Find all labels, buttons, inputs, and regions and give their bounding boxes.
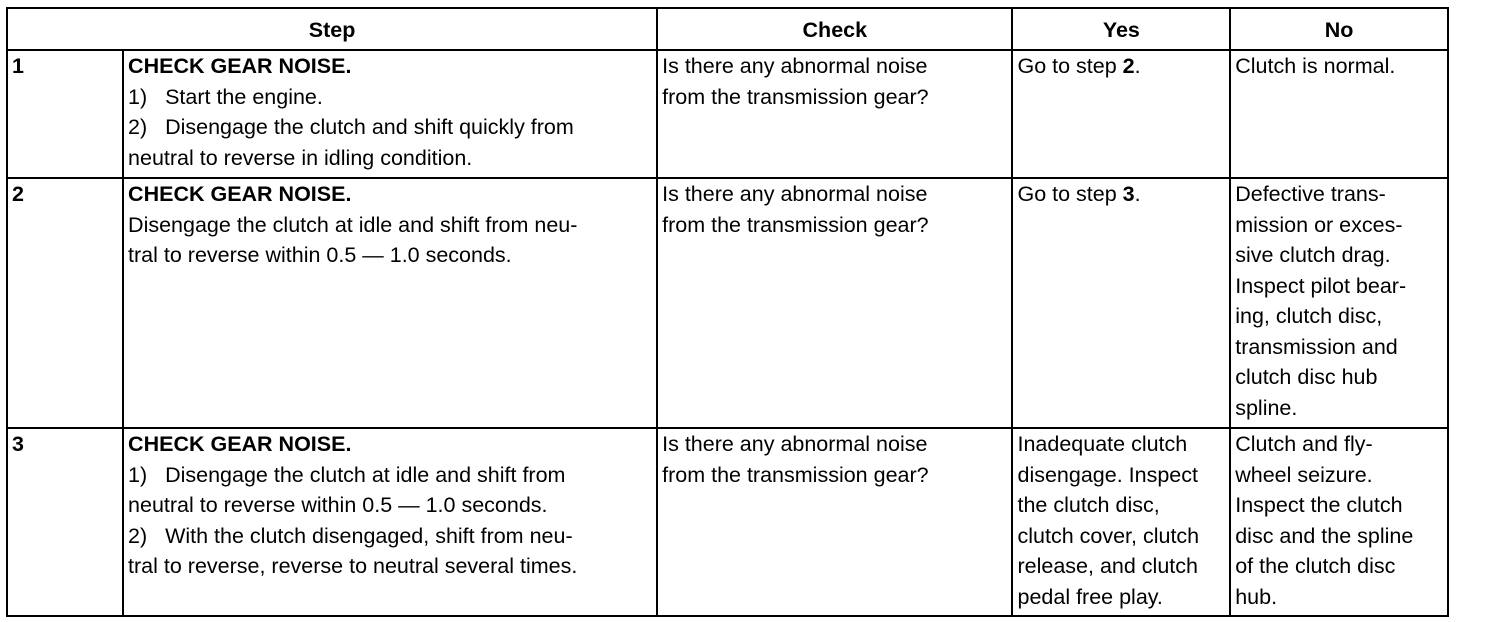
yes-step-ref: 3	[1122, 182, 1135, 206]
step-line: Disengage the clutch at idle and shift from neu-	[128, 212, 578, 237]
table-row	[7, 428, 1448, 616]
step-description	[123, 50, 657, 178]
table-row	[7, 50, 1448, 178]
step-number: 1	[7, 50, 123, 178]
step-number: 3	[7, 428, 123, 616]
step-line: 2) Disengage the clutch and shift quickly from	[128, 115, 574, 139]
yes-line: release, and clutch	[1017, 554, 1198, 578]
no-line: of the clutch disc	[1235, 554, 1396, 578]
step-title: CHECK GEAR NOISE.	[128, 182, 352, 206]
step-title: CHECK GEAR NOISE.	[128, 54, 352, 78]
no-line: mission or exces-	[1235, 212, 1403, 237]
check-cell	[657, 428, 1012, 616]
step-line: 1) Disengage the clutch at idle and shift from	[128, 462, 566, 487]
no-line: sive clutch drag.	[1235, 243, 1391, 267]
no-cell	[1230, 428, 1448, 616]
no-cell	[1230, 178, 1448, 428]
check-line: Is there any abnormal noise	[662, 432, 928, 456]
step-line: 1) Start the engine.	[128, 84, 323, 109]
yes-line: clutch cover, clutch	[1017, 523, 1200, 548]
step-description	[123, 178, 657, 428]
diagnostic-table	[6, 7, 1449, 617]
check-line: from the transmission gear?	[662, 462, 929, 487]
step-line: 2) With the clutch disengaged, shift from neu-	[128, 523, 573, 548]
yes-cell	[1012, 178, 1230, 428]
no-cell: Clutch is normal.	[1230, 50, 1448, 178]
step-description	[123, 428, 657, 616]
yes-line: pedal free play.	[1017, 584, 1163, 609]
header-row	[7, 8, 1448, 50]
no-line: hub.	[1235, 584, 1278, 609]
check-cell	[657, 50, 1012, 178]
step-line: neutral to reverse in idling condition.	[128, 145, 473, 170]
yes-suffix: .	[1134, 54, 1141, 78]
header-check: Check	[657, 8, 1012, 50]
yes-step-ref: 2	[1122, 54, 1135, 78]
yes-line: the clutch disc,	[1017, 493, 1160, 517]
yes-text: Go to step	[1017, 182, 1123, 206]
no-line: transmission and	[1235, 334, 1398, 359]
step-title: CHECK GEAR NOISE.	[128, 432, 352, 456]
yes-cell	[1012, 428, 1230, 616]
yes-suffix: .	[1134, 182, 1141, 206]
check-line: Is there any abnormal noise	[662, 54, 928, 78]
header-no: No	[1230, 8, 1448, 50]
step-line: tral to reverse, reverse to neutral several times.	[128, 554, 578, 578]
yes-line: disengage. Inspect	[1017, 462, 1198, 487]
no-line: spline.	[1235, 395, 1298, 420]
check-cell	[657, 178, 1012, 428]
header-yes: Yes	[1012, 8, 1230, 50]
check-line: Is there any abnormal noise	[662, 182, 928, 206]
table-row	[7, 178, 1448, 428]
step-number: 2	[7, 178, 123, 428]
no-line: Clutch and fly-	[1235, 432, 1373, 456]
no-line: Inspect pilot bear-	[1235, 273, 1407, 298]
header-step: Step	[7, 8, 657, 50]
yes-line: Inadequate clutch	[1017, 432, 1188, 456]
check-line: from the transmission gear?	[662, 84, 929, 109]
no-line: Defective trans-	[1235, 182, 1386, 206]
yes-text: Go to step	[1017, 54, 1123, 78]
no-line: disc and the spline	[1235, 523, 1414, 548]
step-line: tral to reverse within 0.5 — 1.0 seconds.	[128, 243, 512, 267]
no-line: ing, clutch disc,	[1235, 304, 1383, 328]
step-line: neutral to reverse within 0.5 — 1.0 seconds.	[128, 493, 548, 517]
no-line: Inspect the clutch	[1235, 493, 1403, 517]
yes-cell	[1012, 50, 1230, 178]
no-line: wheel seizure.	[1235, 462, 1373, 487]
check-line: from the transmission gear?	[662, 212, 929, 237]
no-line: clutch disc hub	[1235, 365, 1378, 389]
